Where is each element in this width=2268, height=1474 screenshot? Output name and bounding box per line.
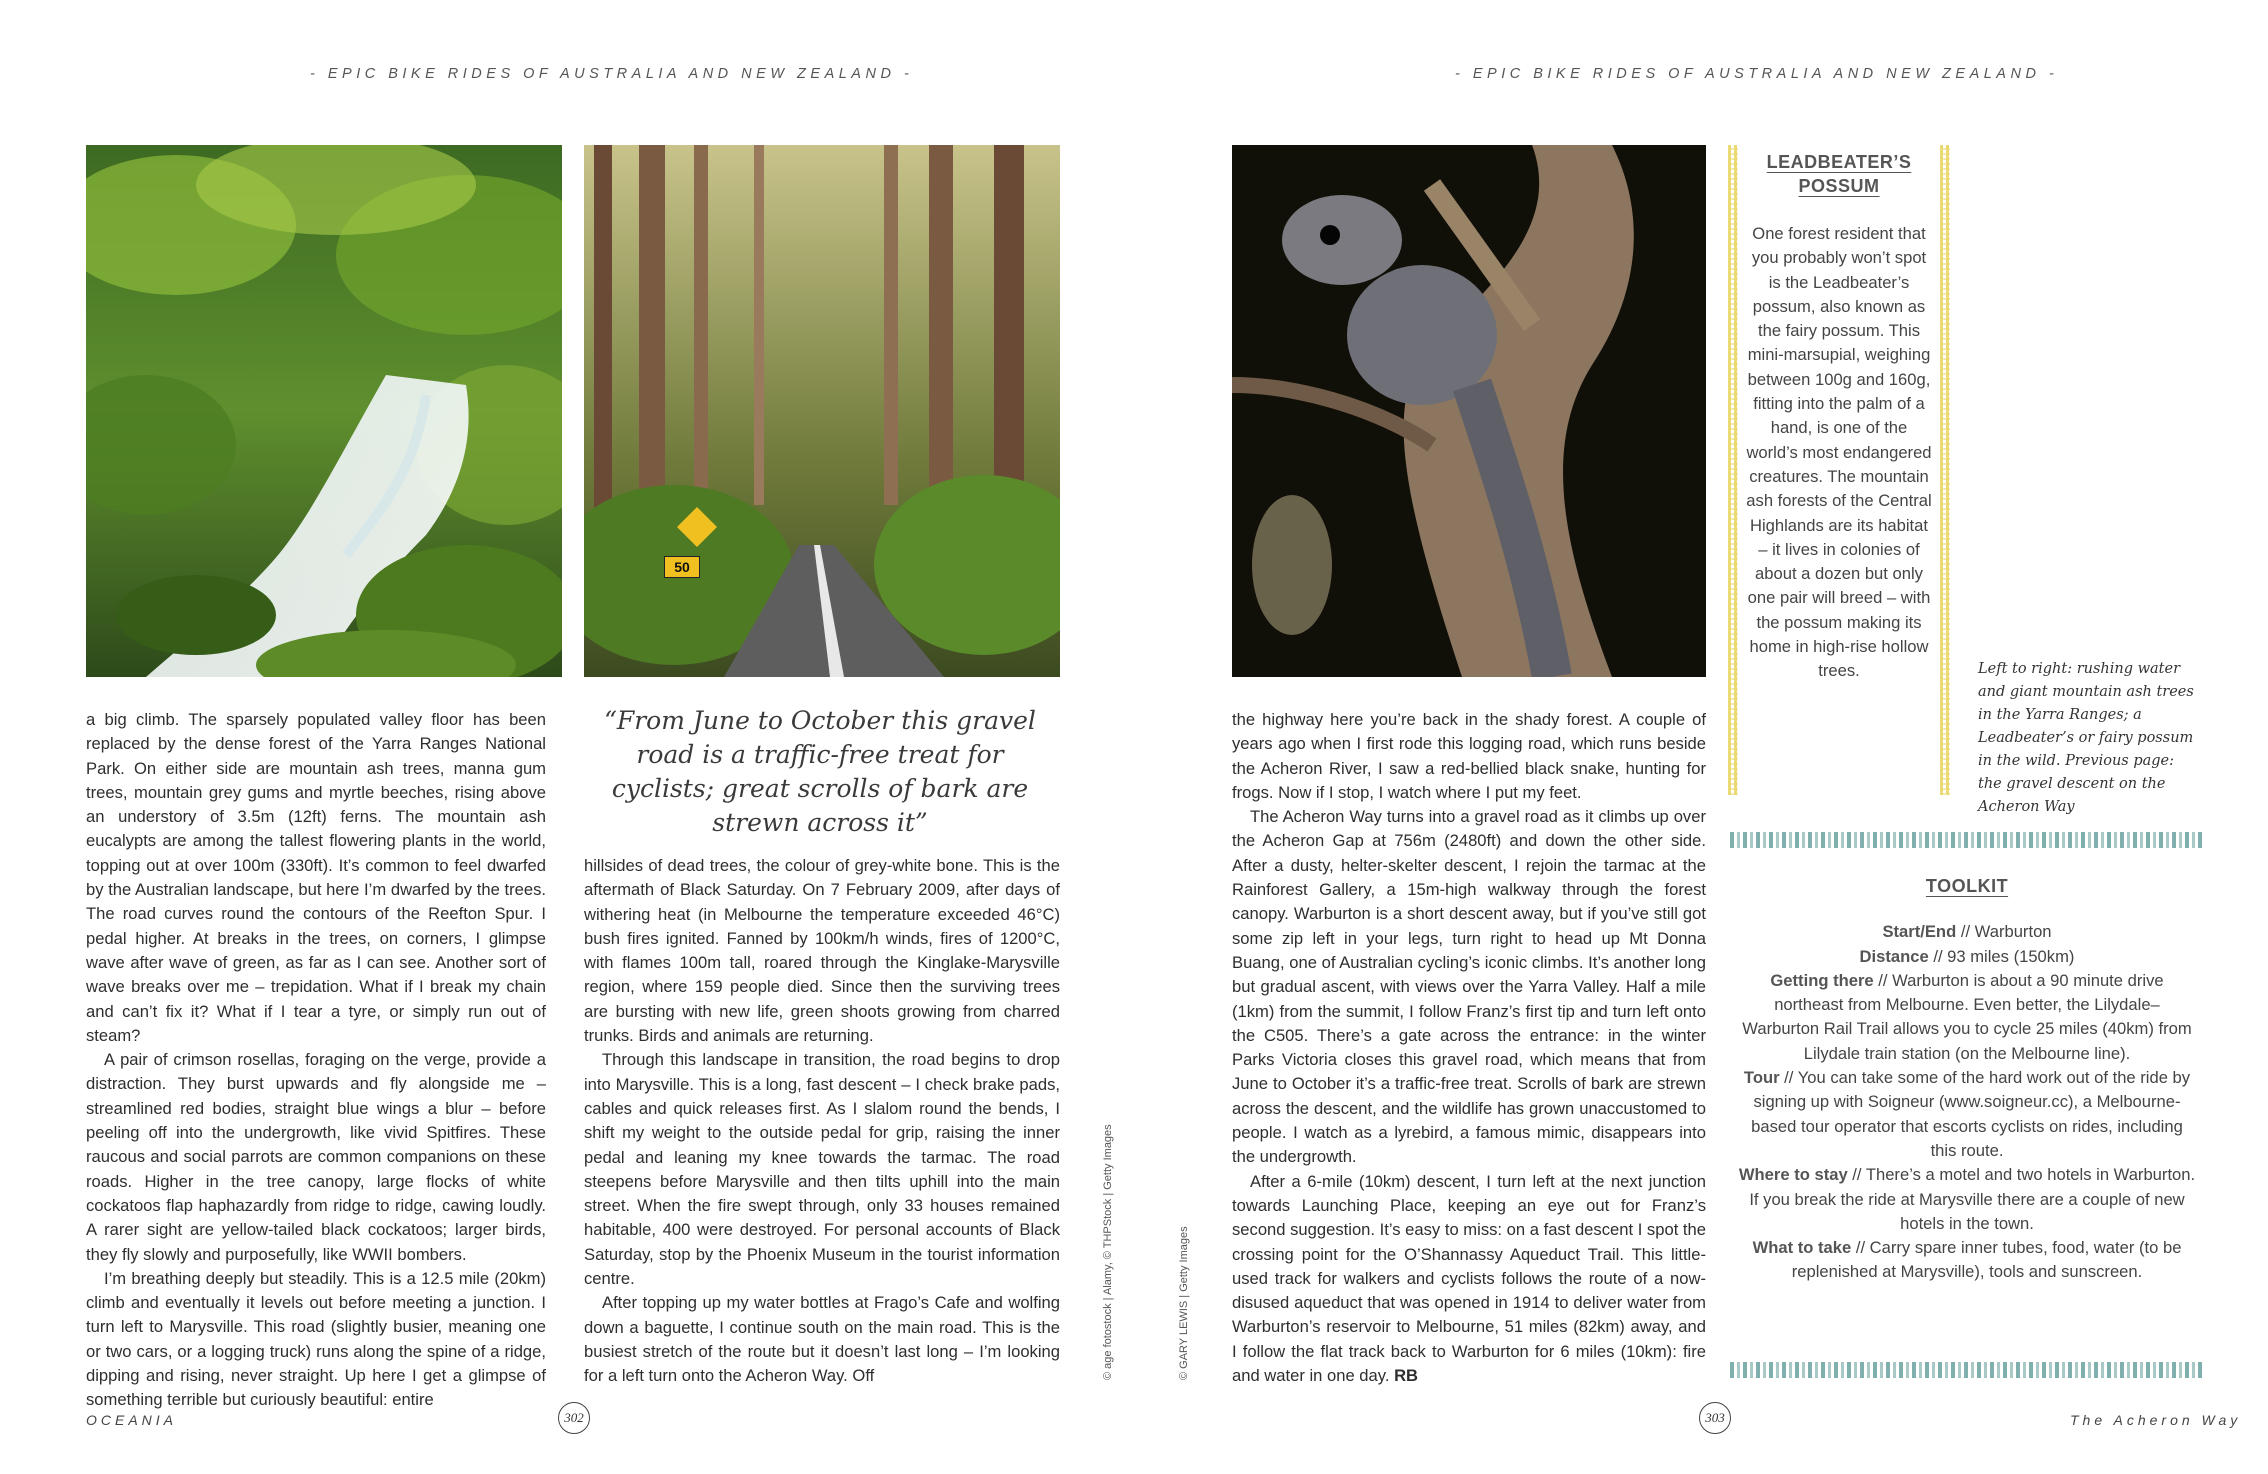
toolkit-item-separator: // — [1847, 1165, 1866, 1185]
decorative-stripe-top — [1730, 832, 2202, 848]
toolkit-item-label: Tour — [1743, 1068, 1780, 1088]
speed-sign: 50 — [664, 556, 700, 578]
footer-section-left: OCEANIA — [86, 1412, 178, 1428]
photo-credit-left: © age fotostock | Alamy, © THPStock | Getty Images — [1102, 1124, 1114, 1380]
paragraph: After a 6-mile (10km) descent, I turn left at the next junction towards Launching Place, keeping an eye out for Franz’s second suggestion. It’s easy to miss: on a fast descent I spot the crossing point for the O’Shannassy Aqueduct Trail. This little-used track for walkers and cyclists follows the route of a now-disused aqueduct that was opened in 1914 to deliver water from Warburton’s reservoir to Melbourne, 51 miles (82km) away, and I follow the flat track back to Warburton for 6 miles (10km): fire and water in one day. — [1232, 1171, 1706, 1386]
toolkit-item — [1736, 1163, 2198, 1236]
page-number-right: 303 — [1699, 1402, 1731, 1434]
paragraph: The Acheron Way turns into a gravel road as it climbs up over the Acheron Gap at 756m (2480ft) and down the other side. After a dusty, helter-skelter descent, I rejoin the tarmac at the Rainforest Gallery, a 15m-high walkway through the forest canopy. Warburton is a short descent away, but if you’ve still got some zip left in your legs, turn right to head up Mt Donna Buang, one of Australian cycling’s iconic climbs. It’s another long but gradual ascent, with views over the Yarra Valley. Half a mile (1km) from the summit, I follow Franz’s first tip and turn left onto the C505. There’s a gate across the entrance: in the winter Parks Victoria closes this gravel road, which means that from June to October it’s a traffic-free treat. Scrolls of bark are strewn across the descent, and the wildlife has grown unaccustomed to people. I watch as a lyrebird, a famous mimic, disappears into the undergrowth. — [1232, 807, 1706, 1167]
toolkit-item — [1736, 969, 2198, 1066]
footer-section-right: The Acheron Way — [2070, 1412, 2242, 1428]
toolkit-item-text: Warburton — [1974, 922, 2052, 942]
sidebar-title — [1744, 150, 1934, 198]
toolkit-item-separator: // — [1956, 922, 1975, 942]
photo-mountain-ash-road — [584, 145, 1060, 677]
photo-rushing-water — [86, 145, 562, 677]
sidebar-title-line1: LEADBEATER’S — [1766, 152, 1912, 172]
toolkit-item-text: 93 miles (150km) — [1947, 946, 2075, 966]
toolkit-item-label: Getting there — [1770, 970, 1874, 990]
page-number-left: 302 — [558, 1402, 590, 1434]
pull-quote: “From June to October this gravel road is a traffic-free treat for cyclists; great scrolls of bark are strewn across it” — [604, 706, 1036, 837]
paragraph: I’m breathing deeply but steadily. This is a 12.5 mile (20km) climb and eventually it levels out before meeting a junction. I turn left to Marysville. This road (slightly busier, meaning one or two cars, or a logging truck) runs along the spine of a ridge, dipping and rising, never straight. Up here I get a glimpse of something terrible but curiously beautiful: entire — [86, 1268, 546, 1410]
toolkit-item-label: Distance — [1859, 946, 1929, 966]
toolkit-item — [1736, 945, 2198, 969]
toolkit-item — [1736, 1236, 2198, 1285]
toolkit-item-label: Start/End — [1882, 922, 1957, 942]
toolkit-box — [1736, 874, 2198, 1285]
paragraph: the highway here you’re back in the shady forest. A couple of years ago when I first rode this logging road, which runs beside the Acheron River, I saw a red-bellied black snake, hunting for frogs. Now if I stop, I watch where I put my feet. — [1232, 710, 1706, 802]
sidebar-text: One forest resident that you probably won’t spot is the Leadbeater’s possum, also known as the fairy possum. This mini-marsupial, weighing between 100g and 160g, fitting into the palm of a hand, is one of the world’s most endangered creatures. The mountain ash forests of the Central Highlands are its habitat – it lives in colonies of about a dozen but only one pair will breed – with the possum making its home in high-rise hollow trees. — [1746, 224, 1932, 681]
sidebar-stripe-left — [1728, 145, 1738, 795]
toolkit-title: TOOLKIT — [1925, 876, 2009, 896]
toolkit-item-text: Carry spare inner tubes, food, water (to be replenished at Marysville), tools and sunscreen. — [1791, 1238, 2182, 1282]
toolkit-item-text: There’s a motel and two hotels in Warburton. If you break the ride at Marysville there are a couple of new hotels in the town. — [1749, 1165, 2196, 1233]
toolkit-item-text: Warburton is about a 90 minute drive northeast from Melbourne. Even better, the Lilydale–Warburton Rail Trail allows you to cycle 25 miles (40km) from Lilydale train station (on the Melbourne line). — [1742, 970, 2192, 1063]
left-body-column — [86, 708, 546, 1413]
paragraph: Through this landscape in transition, the road begins to drop into Marysville. This is a long, fast descent – I check brake pads, cables and quick releases first. As I slalom round the bends, I shift my weight to the outside pedal for grip, raising the inner pedal and leaning my knee towards the tarmac. The road steepens before Marysville and then tilts uphill into the main street. When the fire swept through, only 33 houses remained habitable, 400 were destroyed. For personal accounts of Black Saturday, stop by the Phoenix Museum in the tourist information centre. — [584, 1050, 1060, 1289]
toolkit-item-separator: // — [1928, 946, 1948, 966]
toolkit-item-text: You can take some of the hard work out of the ride by signing up with Soigneur (www.soigneur.cc), a Melbourne-based tour operator that escorts cyclists on rides, including this route. — [1751, 1068, 2191, 1160]
byline: RB — [1394, 1366, 1419, 1386]
toolkit-item-separator: // — [1779, 1068, 1798, 1088]
toolkit-item-separator: // — [1873, 970, 1893, 990]
toolkit-items — [1736, 920, 2198, 1284]
sidebar-stripe-right — [1940, 145, 1950, 795]
right-body-column — [1232, 708, 1706, 1388]
toolkit-item — [1736, 920, 2198, 944]
running-header-right: - EPIC BIKE RIDES OF AUSTRALIA AND NEW ZEALAND - — [1455, 66, 2059, 82]
photo-credit-right: © GARY LEWIS | Getty Images — [1178, 1226, 1190, 1380]
middle-body-column — [584, 854, 1060, 1389]
sidebar-title-line2: POSSUM — [1798, 176, 1880, 196]
paragraph: hillsides of dead trees, the colour of grey-white bone. This is the aftermath of Black Saturday. On 7 February 2009, after days of withering heat (in Melbourne the temperature exceeded 46°C) bush fires ignited. Fanned by 100km/h winds, fires of 1200°C, with flames 100m tall, roared through the Kinglake-Marysville region, where 159 people died. Since then the surviving trees are bursting with new life, green shoots growing from charred trunks. Birds and animals are returning. — [584, 856, 1060, 1046]
toolkit-item-separator: // — [1851, 1238, 1870, 1258]
paragraph: a big climb. The sparsely populated valley floor has been replaced by the dense forest of the Yarra Ranges National Park. On either side are mountain ash trees, manna gum trees, mountain grey gums and myrtle beeches, rising above an understory of 3.5m (12ft) ferns. The mountain ash eucalypts are among the tallest flowering plants in the world, topping out at over 100m (330ft). It’s common to feel dwarfed by the Australian landscape, but here I’m dwarfed by the trees. The road curves round the contours of the Reefton Spur. I pedal higher. At breaks in the trees, on corners, I glimpse wave after wave of green, as far as I can see. Another sort of wave breaks over me – trepidation. What if I break my chain and can’t fix it? What if I tear a tyre, or simply run out of steam? — [86, 710, 546, 1045]
paragraph: After topping up my water bottles at Frago’s Cafe and wolfing down a baguette, I continue south on the main road. This is the busiest stretch of the route but it doesn’t last long – I’m looking for a left turn onto the Acheron Way. Off — [584, 1293, 1060, 1386]
sidebar-leadbeaters-possum — [1744, 150, 1934, 684]
paragraph: A pair of crimson rosellas, foraging on the verge, provide a distraction. They burst upwards and fly alongside me – streamlined red bodies, straight blue wings a blur – before peeling off into the undergrowth, like vivid Spitfires. These raucous and social parrots are common companions on these roads. Higher in the tree canopy, large flocks of white cockatoos flap haphazardly from ridge to ridge, cawing loudly. A rarer sight are yellow-tailed black cockatoos; larger birds, they fly slowly and purposefully, like WWII bombers. — [86, 1050, 546, 1264]
toolkit-item-label: What to take — [1752, 1238, 1852, 1258]
toolkit-item-label: Where to stay — [1738, 1165, 1848, 1185]
photo-leadbeaters-possum — [1232, 145, 1706, 677]
decorative-stripe-bottom — [1730, 1362, 2202, 1378]
running-header-left: - EPIC BIKE RIDES OF AUSTRALIA AND NEW ZEALAND - — [310, 66, 914, 82]
toolkit-item — [1736, 1066, 2198, 1163]
photo-caption: Left to right: rushing water and giant mountain ash trees in the Yarra Ranges; a Leadbeater’s or fairy possum in the wild. Previous page: the gravel descent on the Acheron Way — [1978, 661, 2194, 815]
